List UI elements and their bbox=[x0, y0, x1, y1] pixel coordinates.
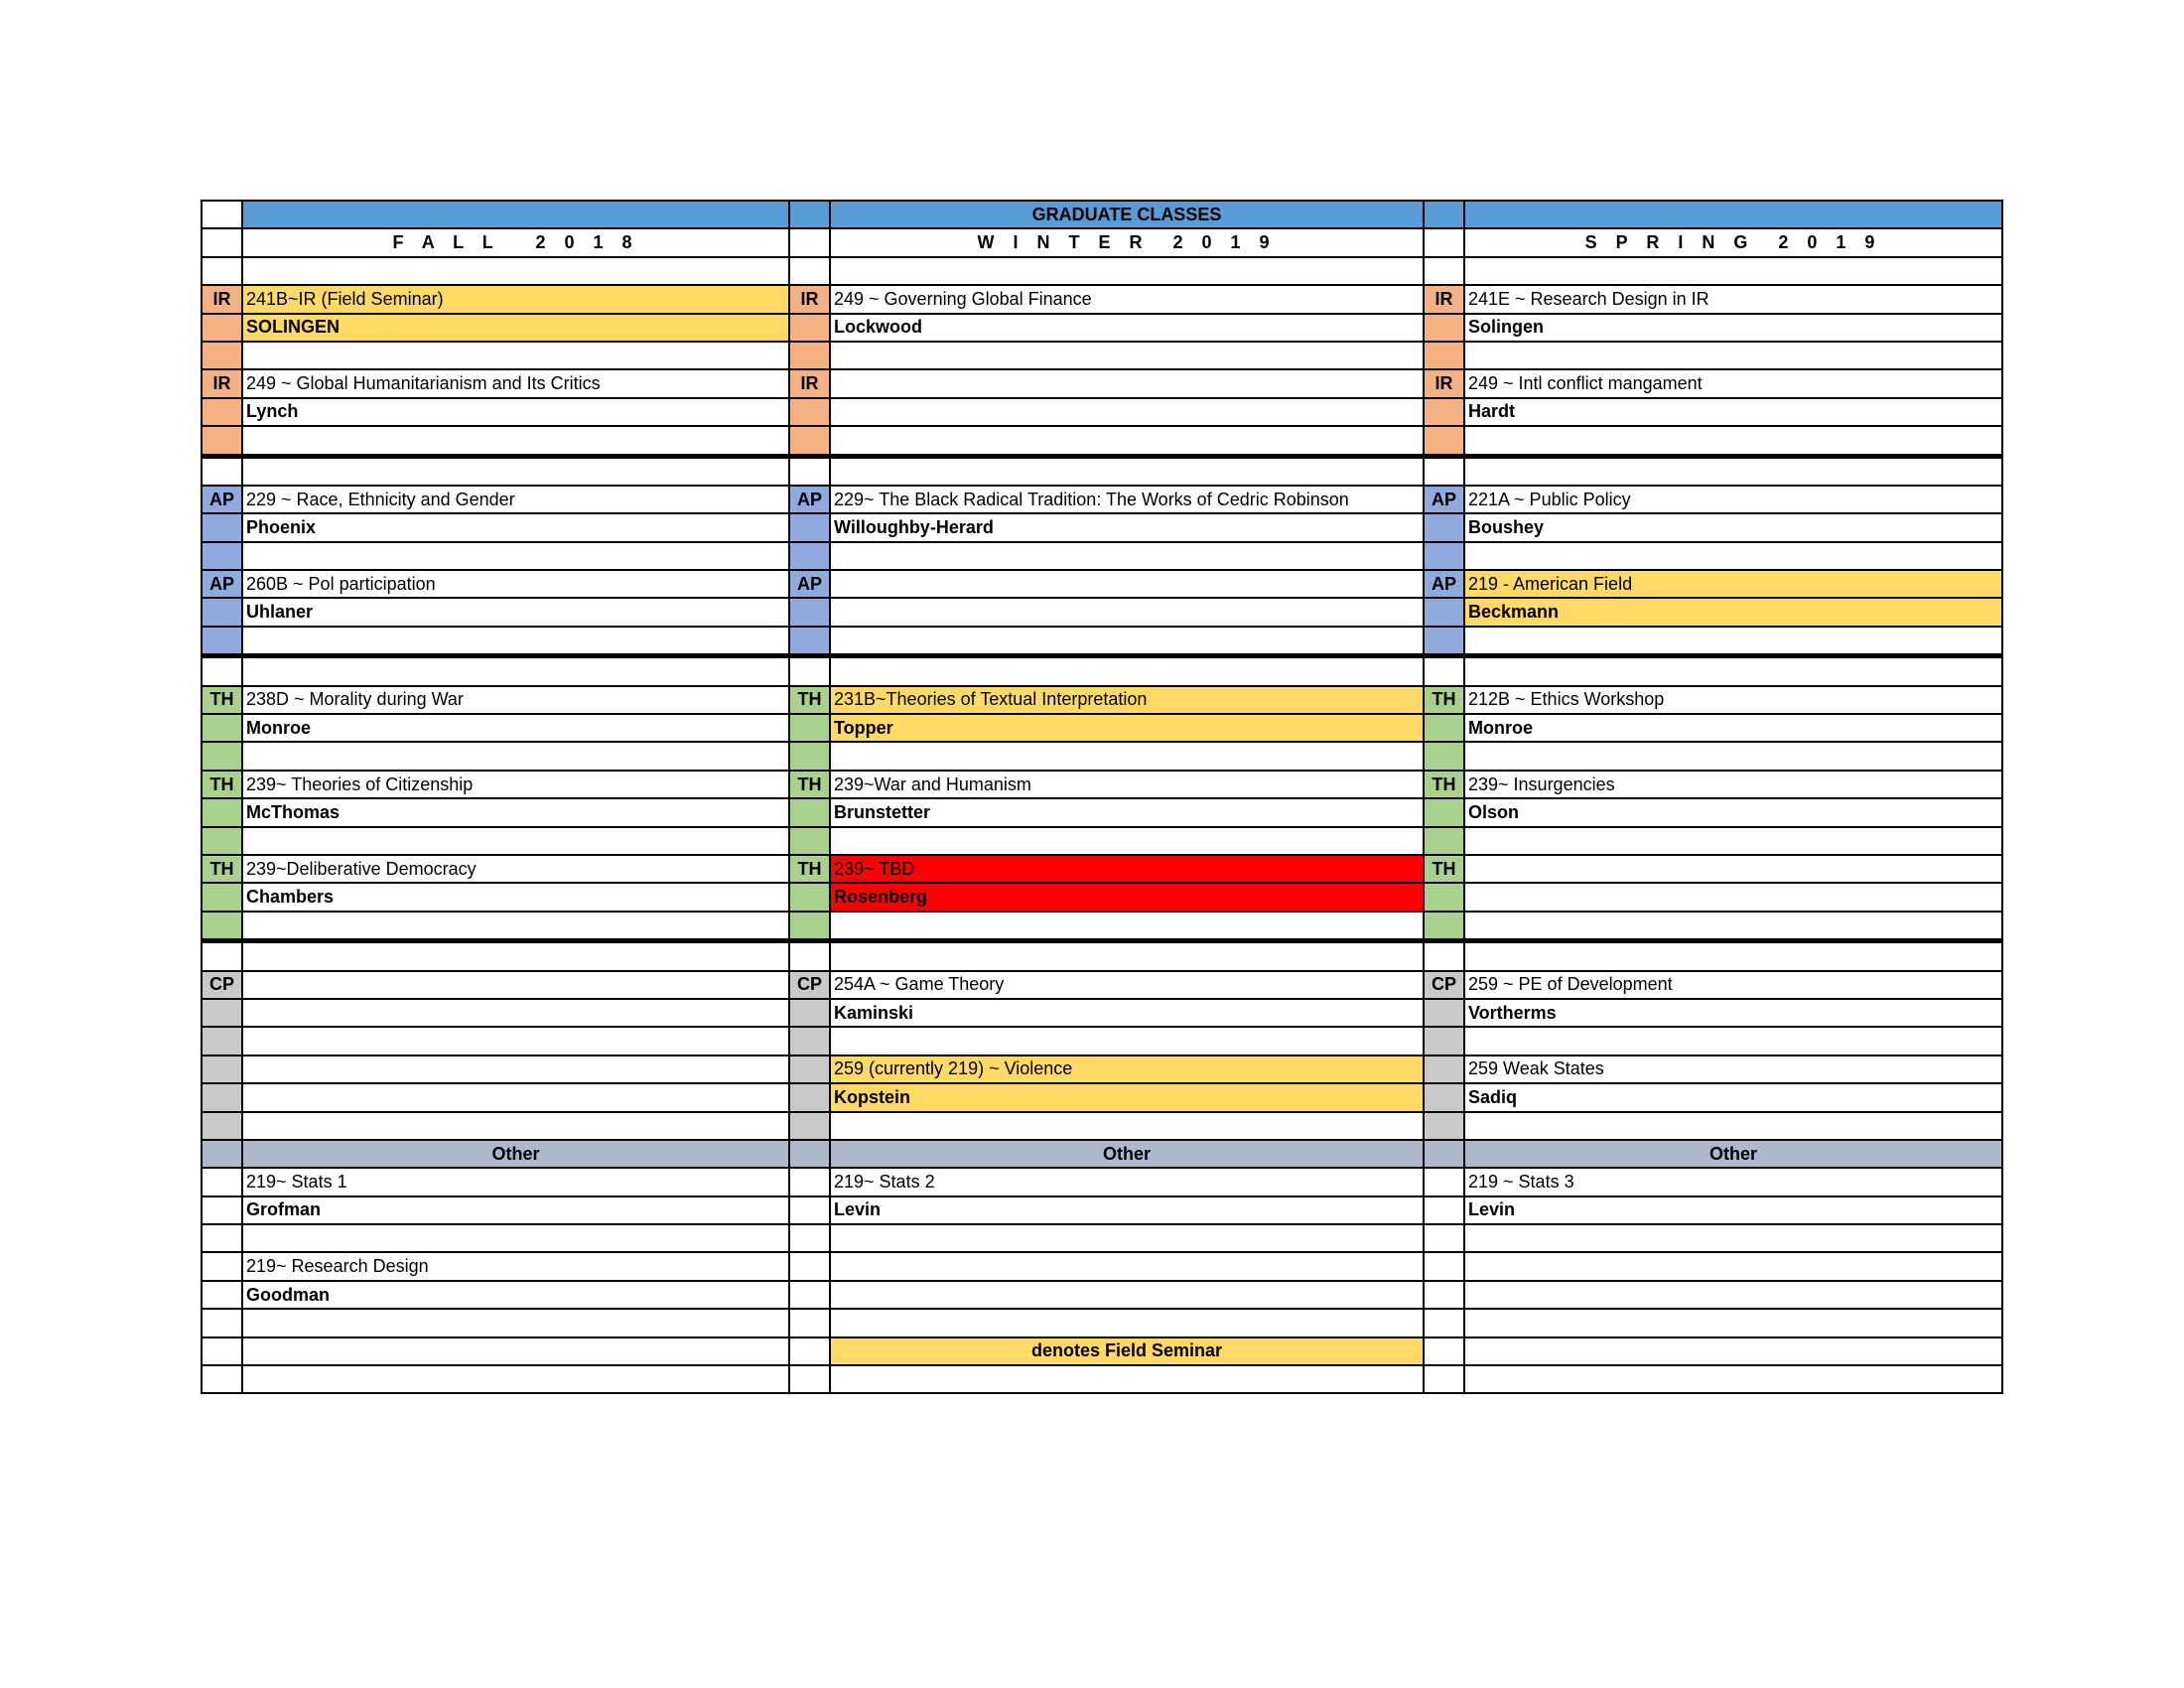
instructor-cell-spring: Monroe bbox=[1464, 714, 2002, 742]
field-tag-fall bbox=[202, 1083, 242, 1111]
field-tag-winter bbox=[789, 398, 830, 426]
course-cell-spring: 259 Weak States bbox=[1464, 1055, 2002, 1083]
field-tag-spring bbox=[1424, 827, 1464, 855]
instructor-cell-fall: Chambers bbox=[242, 883, 789, 911]
course-cell-spring: 239~ Insurgencies bbox=[1464, 771, 2002, 798]
other-tag-cell bbox=[1424, 1140, 1464, 1168]
spacer-row bbox=[202, 456, 2002, 486]
table-row bbox=[202, 686, 2002, 714]
table-row bbox=[202, 398, 2002, 426]
field-tag-fall bbox=[202, 1055, 242, 1083]
instructor-cell-spring: Sadiq bbox=[1464, 1083, 2002, 1111]
course-cell-fall bbox=[242, 971, 789, 999]
course-cell-winter: 239~War and Humanism bbox=[830, 771, 1424, 798]
other-header-row bbox=[202, 1140, 2002, 1168]
instructor-cell-winter: Brunstetter bbox=[830, 798, 1424, 826]
instructor-cell-fall bbox=[242, 1224, 789, 1252]
empty-cell bbox=[242, 941, 789, 971]
instructor-cell-spring bbox=[1464, 883, 2002, 911]
empty-cell bbox=[789, 456, 830, 486]
empty-cell bbox=[202, 456, 242, 486]
course-cell-winter: 231B~Theories of Textual Interpretation bbox=[830, 686, 1424, 714]
empty-cell bbox=[1464, 941, 2002, 971]
field-tag-fall bbox=[202, 742, 242, 770]
instructor-cell-winter bbox=[830, 912, 1424, 941]
instructor-cell-winter bbox=[830, 542, 1424, 570]
field-tag-fall bbox=[202, 912, 242, 941]
table-row bbox=[202, 1281, 2002, 1309]
empty-cell bbox=[830, 257, 1424, 285]
instructor-cell-fall bbox=[242, 999, 789, 1027]
instructor-cell-winter bbox=[830, 827, 1424, 855]
field-tag-fall bbox=[202, 598, 242, 626]
field-tag-fall bbox=[202, 1309, 242, 1336]
course-cell-fall: 239~ Theories of Citizenship bbox=[242, 771, 789, 798]
field-tag-winter bbox=[789, 912, 830, 941]
course-cell-spring: 219 ~ Stats 3 bbox=[1464, 1168, 2002, 1196]
empty-cell bbox=[242, 456, 789, 486]
course-cell-winter: 239~ TBD bbox=[830, 855, 1424, 883]
corner-cell bbox=[202, 201, 242, 228]
instructor-cell-spring: Hardt bbox=[1464, 398, 2002, 426]
tag-cell bbox=[789, 228, 830, 256]
table-row bbox=[202, 1083, 2002, 1111]
instructor-cell-winter: Lockwood bbox=[830, 314, 1424, 342]
instructor-cell-fall: SOLINGEN bbox=[242, 314, 789, 342]
field-tag-winter bbox=[789, 1112, 830, 1140]
instructor-cell-fall bbox=[242, 627, 789, 656]
instructor-cell-spring bbox=[1464, 742, 2002, 770]
empty-cell bbox=[1464, 656, 2002, 686]
instructor-cell-winter bbox=[830, 426, 1424, 456]
field-tag-winter bbox=[789, 999, 830, 1027]
instructor-cell-fall: Phoenix bbox=[242, 513, 789, 541]
table-row bbox=[202, 285, 2002, 313]
instructor-cell-spring bbox=[1464, 542, 2002, 570]
course-cell-winter bbox=[830, 369, 1424, 397]
empty-cell bbox=[1424, 456, 1464, 486]
field-tag-spring: CP bbox=[1424, 971, 1464, 999]
field-tag-spring bbox=[1424, 1027, 1464, 1055]
empty-cell bbox=[789, 656, 830, 686]
field-tag-fall bbox=[202, 1196, 242, 1224]
field-tag-winter bbox=[789, 714, 830, 742]
course-cell-fall: 241B~IR (Field Seminar) bbox=[242, 285, 789, 313]
header-band-spring bbox=[1464, 201, 2002, 228]
field-tag-spring bbox=[1424, 1196, 1464, 1224]
empty-cell bbox=[789, 941, 830, 971]
instructor-cell-winter: Levin bbox=[830, 1196, 1424, 1224]
instructor-cell-fall bbox=[242, 1112, 789, 1140]
field-tag-spring bbox=[1424, 1112, 1464, 1140]
field-tag-winter bbox=[789, 1224, 830, 1252]
field-tag-winter bbox=[789, 426, 830, 456]
field-tag-fall bbox=[202, 1365, 242, 1393]
course-cell-winter bbox=[830, 570, 1424, 598]
field-tag-winter: CP bbox=[789, 971, 830, 999]
course-cell-winter: 229~ The Black Radical Tradition: The Works of Cedric Robinson bbox=[830, 486, 1424, 513]
empty-cell bbox=[1424, 1337, 1464, 1365]
course-cell-spring: 259 ~ PE of Development bbox=[1464, 971, 2002, 999]
empty-cell bbox=[830, 656, 1424, 686]
field-tag-winter bbox=[789, 742, 830, 770]
field-tag-fall bbox=[202, 798, 242, 826]
table-row bbox=[202, 798, 2002, 826]
course-cell-winter: 219~ Stats 2 bbox=[830, 1168, 1424, 1196]
table-row bbox=[202, 1224, 2002, 1252]
table-row bbox=[202, 714, 2002, 742]
instructor-cell-winter bbox=[830, 627, 1424, 656]
instructor-cell-fall bbox=[242, 342, 789, 369]
course-cell-winter bbox=[830, 1252, 1424, 1280]
course-cell-fall: 219~ Research Design bbox=[242, 1252, 789, 1280]
field-tag-winter bbox=[789, 1252, 830, 1280]
course-cell-spring bbox=[1464, 1252, 2002, 1280]
other-header-winter: Other bbox=[830, 1140, 1424, 1168]
instructor-cell-fall: Uhlaner bbox=[242, 598, 789, 626]
field-tag-fall: CP bbox=[202, 971, 242, 999]
table-title: GRADUATE CLASSES bbox=[830, 201, 1424, 228]
instructor-cell-spring bbox=[1464, 1027, 2002, 1055]
header-band-fall bbox=[242, 201, 789, 228]
table-row bbox=[202, 1112, 2002, 1140]
field-tag-winter bbox=[789, 1027, 830, 1055]
field-tag-spring bbox=[1424, 714, 1464, 742]
table-row bbox=[202, 1252, 2002, 1280]
field-tag-fall bbox=[202, 1027, 242, 1055]
table-row bbox=[202, 771, 2002, 798]
field-tag-spring bbox=[1424, 798, 1464, 826]
instructor-cell-winter bbox=[830, 1309, 1424, 1336]
field-tag-winter: TH bbox=[789, 686, 830, 714]
table-row bbox=[202, 1365, 2002, 1393]
field-tag-winter: TH bbox=[789, 855, 830, 883]
field-tag-winter bbox=[789, 827, 830, 855]
field-tag-winter: IR bbox=[789, 369, 830, 397]
table-row bbox=[202, 999, 2002, 1027]
instructor-cell-fall bbox=[242, 1083, 789, 1111]
instructor-cell-fall: Lynch bbox=[242, 398, 789, 426]
instructor-cell-fall bbox=[242, 426, 789, 456]
field-tag-fall bbox=[202, 1224, 242, 1252]
instructor-cell-fall: McThomas bbox=[242, 798, 789, 826]
instructor-cell-spring bbox=[1464, 1224, 2002, 1252]
instructor-cell-fall bbox=[242, 542, 789, 570]
field-tag-spring: IR bbox=[1424, 369, 1464, 397]
empty-cell bbox=[1464, 456, 2002, 486]
empty-cell bbox=[789, 257, 830, 285]
empty-cell bbox=[1424, 941, 1464, 971]
instructor-cell-winter bbox=[830, 1112, 1424, 1140]
course-cell-winter: 259 (currently 219) ~ Violence bbox=[830, 1055, 1424, 1083]
field-tag-fall: TH bbox=[202, 686, 242, 714]
instructor-cell-winter: Topper bbox=[830, 714, 1424, 742]
legend-row bbox=[202, 1337, 2002, 1365]
field-tag-spring bbox=[1424, 398, 1464, 426]
table-row bbox=[202, 342, 2002, 369]
field-tag-winter bbox=[789, 598, 830, 626]
table-row bbox=[202, 426, 2002, 456]
field-tag-spring: TH bbox=[1424, 771, 1464, 798]
field-tag-winter bbox=[789, 542, 830, 570]
table-row bbox=[202, 912, 2002, 941]
field-tag-spring bbox=[1424, 1083, 1464, 1111]
field-tag-winter: IR bbox=[789, 285, 830, 313]
course-cell-fall: 229 ~ Race, Ethnicity and Gender bbox=[242, 486, 789, 513]
empty-cell bbox=[202, 941, 242, 971]
field-tag-spring: IR bbox=[1424, 285, 1464, 313]
field-tag-spring: AP bbox=[1424, 486, 1464, 513]
field-tag-spring bbox=[1424, 999, 1464, 1027]
instructor-cell-winter bbox=[830, 1281, 1424, 1309]
instructor-cell-fall bbox=[242, 1365, 789, 1393]
table-row bbox=[202, 369, 2002, 397]
instructor-cell-spring bbox=[1464, 1112, 2002, 1140]
instructor-cell-fall: Grofman bbox=[242, 1196, 789, 1224]
field-tag-spring bbox=[1424, 314, 1464, 342]
field-tag-spring bbox=[1424, 742, 1464, 770]
other-tag-cell bbox=[202, 1140, 242, 1168]
table-row bbox=[202, 1168, 2002, 1196]
field-tag-spring bbox=[1424, 513, 1464, 541]
field-tag-spring bbox=[1424, 1309, 1464, 1336]
instructor-cell-fall bbox=[242, 827, 789, 855]
instructor-cell-winter bbox=[830, 398, 1424, 426]
empty-cell bbox=[202, 1337, 242, 1365]
instructor-cell-winter bbox=[830, 1027, 1424, 1055]
course-cell-spring: 249 ~ Intl conflict mangament bbox=[1464, 369, 2002, 397]
course-cell-fall: 260B ~ Pol participation bbox=[242, 570, 789, 598]
empty-cell bbox=[830, 941, 1424, 971]
field-tag-winter bbox=[789, 627, 830, 656]
table-row bbox=[202, 1055, 2002, 1083]
instructor-cell-spring: Olson bbox=[1464, 798, 2002, 826]
field-tag-winter bbox=[789, 1196, 830, 1224]
field-tag-spring bbox=[1424, 342, 1464, 369]
field-tag-fall bbox=[202, 1168, 242, 1196]
table-row bbox=[202, 1196, 2002, 1224]
table-row bbox=[202, 486, 2002, 513]
empty-cell bbox=[202, 257, 242, 285]
course-cell-spring: 212B ~ Ethics Workshop bbox=[1464, 686, 2002, 714]
field-tag-fall bbox=[202, 314, 242, 342]
term-row bbox=[202, 228, 2002, 256]
field-tag-fall bbox=[202, 883, 242, 911]
field-tag-spring: TH bbox=[1424, 855, 1464, 883]
field-tag-spring bbox=[1424, 912, 1464, 941]
table-row bbox=[202, 1309, 2002, 1336]
field-tag-fall: AP bbox=[202, 570, 242, 598]
term-winter: W I N T E R 2 0 1 9 bbox=[830, 228, 1424, 256]
table-row bbox=[202, 1027, 2002, 1055]
instructor-cell-winter bbox=[830, 742, 1424, 770]
course-cell-spring: 221A ~ Public Policy bbox=[1464, 486, 2002, 513]
field-tag-winter bbox=[789, 342, 830, 369]
field-tag-spring: AP bbox=[1424, 570, 1464, 598]
instructor-cell-spring bbox=[1464, 1309, 2002, 1336]
field-tag-spring bbox=[1424, 598, 1464, 626]
course-cell-fall: 219~ Stats 1 bbox=[242, 1168, 789, 1196]
course-cell-fall: 238D ~ Morality during War bbox=[242, 686, 789, 714]
instructor-cell-winter: Rosenberg bbox=[830, 883, 1424, 911]
instructor-cell-fall bbox=[242, 742, 789, 770]
field-tag-fall bbox=[202, 1112, 242, 1140]
instructor-cell-spring bbox=[1464, 426, 2002, 456]
header-band-gap bbox=[789, 201, 830, 228]
empty-cell bbox=[242, 257, 789, 285]
table-row bbox=[202, 570, 2002, 598]
course-cell-fall bbox=[242, 1055, 789, 1083]
instructor-cell-spring: Solingen bbox=[1464, 314, 2002, 342]
empty-cell bbox=[1464, 257, 2002, 285]
table-row bbox=[202, 542, 2002, 570]
table-row bbox=[202, 513, 2002, 541]
field-tag-winter bbox=[789, 1168, 830, 1196]
spacer-row bbox=[202, 941, 2002, 971]
field-tag-winter: AP bbox=[789, 486, 830, 513]
table-row bbox=[202, 827, 2002, 855]
tag-cell bbox=[202, 228, 242, 256]
field-tag-winter bbox=[789, 513, 830, 541]
field-tag-fall bbox=[202, 1281, 242, 1309]
field-tag-fall: TH bbox=[202, 855, 242, 883]
field-tag-spring bbox=[1424, 883, 1464, 911]
field-tag-winter bbox=[789, 1365, 830, 1393]
field-tag-winter bbox=[789, 1055, 830, 1083]
field-tag-winter bbox=[789, 1281, 830, 1309]
instructor-cell-spring bbox=[1464, 342, 2002, 369]
field-tag-fall: IR bbox=[202, 369, 242, 397]
course-cell-spring: 241E ~ Research Design in IR bbox=[1464, 285, 2002, 313]
table-row bbox=[202, 855, 2002, 883]
empty-cell bbox=[242, 1337, 789, 1365]
table-row bbox=[202, 598, 2002, 626]
instructor-cell-spring: Vortherms bbox=[1464, 999, 2002, 1027]
table-row bbox=[202, 314, 2002, 342]
other-header-fall: Other bbox=[242, 1140, 789, 1168]
field-tag-fall bbox=[202, 1252, 242, 1280]
field-tag-winter bbox=[789, 1309, 830, 1336]
field-tag-spring bbox=[1424, 426, 1464, 456]
tag-cell bbox=[1424, 228, 1464, 256]
instructor-cell-spring: Beckmann bbox=[1464, 598, 2002, 626]
instructor-cell-winter bbox=[830, 1224, 1424, 1252]
field-tag-winter bbox=[789, 314, 830, 342]
field-tag-fall bbox=[202, 999, 242, 1027]
field-tag-spring: TH bbox=[1424, 686, 1464, 714]
instructor-cell-winter: Kopstein bbox=[830, 1083, 1424, 1111]
field-tag-fall bbox=[202, 342, 242, 369]
empty-cell bbox=[242, 656, 789, 686]
field-tag-spring bbox=[1424, 1281, 1464, 1309]
graduate-classes-table bbox=[201, 200, 2003, 1394]
course-cell-winter: 254A ~ Game Theory bbox=[830, 971, 1424, 999]
field-tag-fall bbox=[202, 627, 242, 656]
instructor-cell-spring bbox=[1464, 827, 2002, 855]
course-cell-fall: 249 ~ Global Humanitarianism and Its Critics bbox=[242, 369, 789, 397]
field-tag-fall bbox=[202, 542, 242, 570]
empty-cell bbox=[1424, 257, 1464, 285]
field-tag-fall: TH bbox=[202, 771, 242, 798]
term-fall: F A L L 2 0 1 8 bbox=[242, 228, 789, 256]
course-cell-fall: 239~Deliberative Democracy bbox=[242, 855, 789, 883]
instructor-cell-fall bbox=[242, 912, 789, 941]
instructor-cell-spring bbox=[1464, 627, 2002, 656]
field-tag-fall: IR bbox=[202, 285, 242, 313]
table-row bbox=[202, 742, 2002, 770]
field-tag-spring bbox=[1424, 1365, 1464, 1393]
instructor-cell-winter bbox=[830, 598, 1424, 626]
field-tag-fall: AP bbox=[202, 486, 242, 513]
empty-cell bbox=[830, 456, 1424, 486]
course-cell-winter: 249 ~ Governing Global Finance bbox=[830, 285, 1424, 313]
instructor-cell-winter: Kaminski bbox=[830, 999, 1424, 1027]
field-tag-winter: TH bbox=[789, 771, 830, 798]
table-row bbox=[202, 627, 2002, 656]
instructor-cell-fall bbox=[242, 1309, 789, 1336]
field-tag-winter: AP bbox=[789, 570, 830, 598]
field-seminar-legend: denotes Field Seminar bbox=[830, 1337, 1424, 1365]
field-tag-winter bbox=[789, 883, 830, 911]
field-tag-fall bbox=[202, 714, 242, 742]
instructor-cell-fall bbox=[242, 1027, 789, 1055]
instructor-cell-fall: Monroe bbox=[242, 714, 789, 742]
other-tag-cell bbox=[789, 1140, 830, 1168]
instructor-cell-winter: Willoughby-Herard bbox=[830, 513, 1424, 541]
other-header-spring: Other bbox=[1464, 1140, 2002, 1168]
field-tag-spring bbox=[1424, 1168, 1464, 1196]
field-tag-winter bbox=[789, 1083, 830, 1111]
table-row bbox=[202, 883, 2002, 911]
field-tag-winter bbox=[789, 798, 830, 826]
field-tag-fall bbox=[202, 426, 242, 456]
field-tag-spring bbox=[1424, 1252, 1464, 1280]
table-row bbox=[202, 971, 2002, 999]
field-tag-fall bbox=[202, 513, 242, 541]
field-tag-fall bbox=[202, 398, 242, 426]
field-tag-spring bbox=[1424, 1224, 1464, 1252]
field-tag-spring bbox=[1424, 1055, 1464, 1083]
instructor-cell-winter bbox=[830, 342, 1424, 369]
spacer-row bbox=[202, 257, 2002, 285]
instructor-cell-spring bbox=[1464, 1281, 2002, 1309]
instructor-cell-spring bbox=[1464, 1365, 2002, 1393]
field-tag-spring bbox=[1424, 542, 1464, 570]
instructor-cell-fall: Goodman bbox=[242, 1281, 789, 1309]
spacer-row bbox=[202, 656, 2002, 686]
course-cell-spring bbox=[1464, 855, 2002, 883]
empty-cell bbox=[1424, 656, 1464, 686]
header-band-gap bbox=[1424, 201, 1464, 228]
empty-cell bbox=[789, 1337, 830, 1365]
field-tag-spring bbox=[1424, 627, 1464, 656]
instructor-cell-spring bbox=[1464, 912, 2002, 941]
instructor-cell-winter bbox=[830, 1365, 1424, 1393]
instructor-cell-spring: Levin bbox=[1464, 1196, 2002, 1224]
instructor-cell-spring: Boushey bbox=[1464, 513, 2002, 541]
empty-cell bbox=[1464, 1337, 2002, 1365]
field-tag-fall bbox=[202, 827, 242, 855]
empty-cell bbox=[202, 656, 242, 686]
course-cell-spring: 219 - American Field bbox=[1464, 570, 2002, 598]
term-spring: S P R I N G 2 0 1 9 bbox=[1464, 228, 2002, 256]
title-row bbox=[202, 201, 2002, 228]
